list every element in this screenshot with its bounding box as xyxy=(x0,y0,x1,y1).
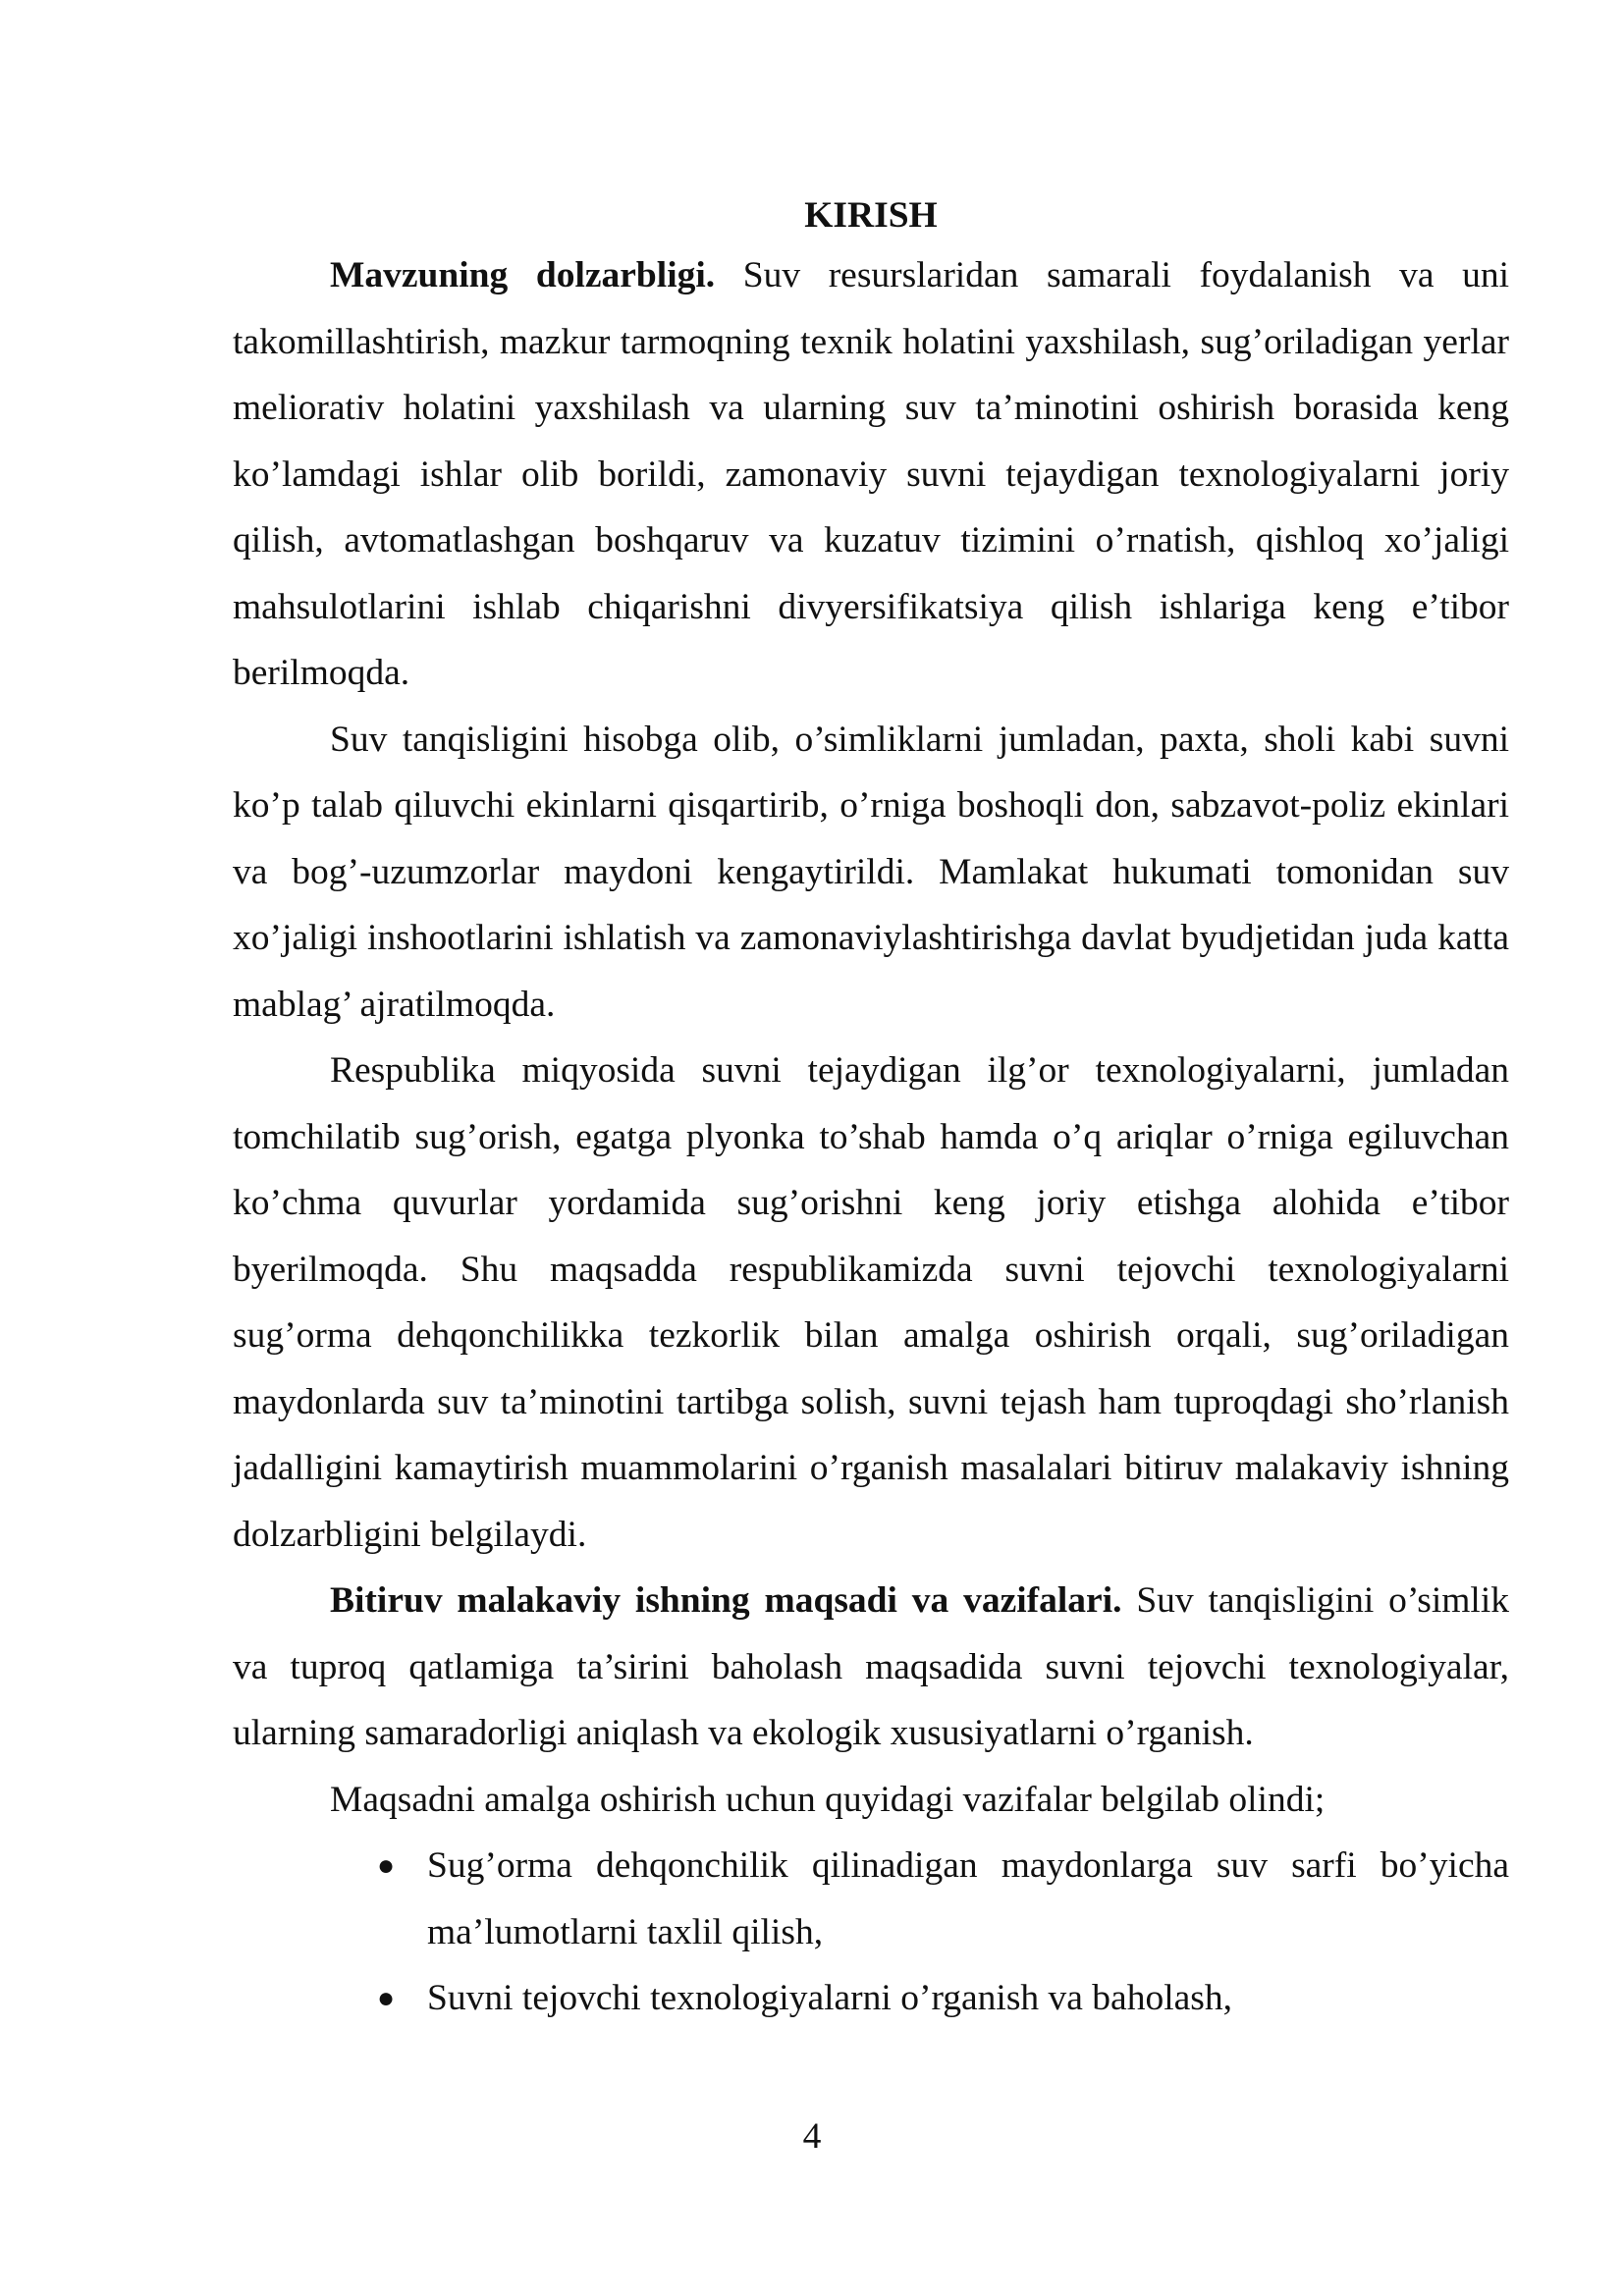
page-title: KIRISH xyxy=(804,195,938,236)
paragraph-relevance xyxy=(233,242,1509,707)
paragraph-lead: Mavzuning dolzarbligi. xyxy=(330,255,716,295)
paragraph-text: Respublika miqyosida suvni tejaydigan ilg’or texnologiyalarni, jumladan tomchilatib sug’orish, egatga plyonka to’shab hamda o’q ariqlar o’rniga egiluvchan ko’chma quvurlar yordamida sug’orishni keng joriy etishga alohida e’tibor byerilmoqda. Shu maqsadda respublikamizda suvni tejovchi texnologiyalarni sug’orma dehqonchilikka tezkorlik bilan amalga oshirish orqali, sug’oriladigan maydonlarda suv ta’minotini tartibga solish, suvni tejash ham tuproqdagi sho’rlanish jadalligini kamaytirish muammolarini o’rganish masalalari bitiruv malakaviy ishning dolzarbligini belgilaydi. xyxy=(233,1050,1509,1555)
paragraph-text: Suv tanqisligini hisobga olib, o’simliklarni jumladan, paxta, sholi kabi suvni ko’p talab qiluvchi ekinlarni qisqartirib, o’rniga boshoqli don, sabzavot-poliz ekinlari va bog’-uzumzorlar maydoni kengaytirildi. Mamlakat hukumati tomonidan suv xo’jaligi inshootlarini ishlatish va zamonaviylashtirishga davlat byudjetidan juda katta mablag’ ajratilmoqda. xyxy=(233,719,1509,1025)
paragraph-text: Suv resurslaridan samarali foydalanish va uni takomillashtirish, mazkur tarmoqning texnik holatini yaxshilash, sug’oriladigan yerlar meliorativ holatini yaxshilash va ularning suv ta’minotini oshirish borasida keng ko’lamdagi ishlar olib borildi, zamonaviy suvni tejaydigan texnologiyalarni joriy qilish, avtomatlashgan boshqaruv va kuzatuv tizimini o’rnatish, qishloq xo’jaligi mahsulotlarini ishlab chiqarishni divyersifikatsiya qilish ishlariga keng e’tibor berilmoqda. xyxy=(233,255,1509,693)
list-item-text: Suvni tejovchi texnologiyalarni o’rganish va baholash, xyxy=(427,1978,1232,2018)
paragraph-text: Suv tanqisligini o’simlik va tuproq qatlamiga ta’sirini baholash maqsadida suvni tejovchi texnologiyalar, ularning samaradorligi aniqlash va ekologik xususiyatlarni o’rganish. xyxy=(233,1580,1510,1753)
paragraph-lead: Bitiruv malakaviy ishning maqsadi va vazifalari. xyxy=(330,1580,1122,1621)
paragraph-text: Maqsadni amalga oshirish uchun quyidagi vazifalar belgilab olindi; xyxy=(330,1779,1326,1820)
paragraph-tasks-intro xyxy=(233,1767,1509,1834)
paragraph-goals xyxy=(233,1568,1509,1767)
list-item xyxy=(233,1965,1509,2032)
bullet-icon: ● xyxy=(377,1849,396,1882)
list-item xyxy=(233,1833,1509,1965)
paragraph-republic xyxy=(233,1038,1509,1568)
page-number: 4 xyxy=(802,2116,822,2157)
task-list xyxy=(233,1833,1509,2032)
list-item-text: Sug’orma dehqonchilik qilinadigan maydonlarga suv sarfi bo’yicha ma’lumotlarni taxlil qilish, xyxy=(427,1845,1509,1952)
bullet-icon: ● xyxy=(377,1982,396,2014)
paragraph-water-shortage xyxy=(233,707,1509,1039)
page-content xyxy=(233,189,1509,2032)
